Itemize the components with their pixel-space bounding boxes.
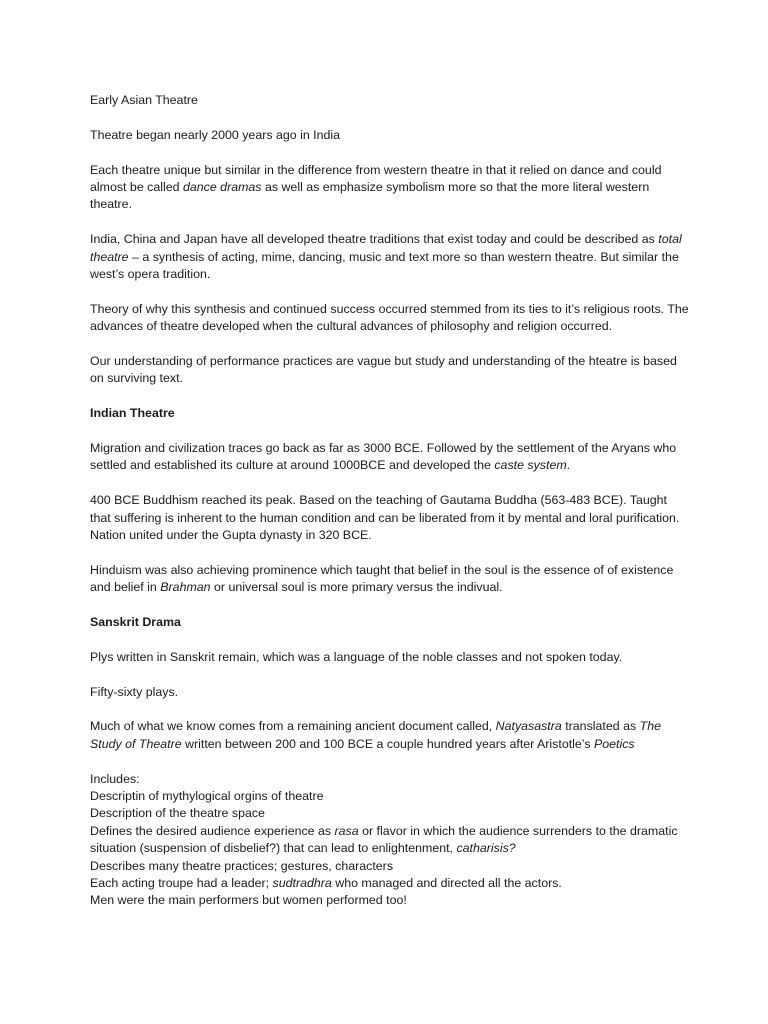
- list-item: Description of the theatre space: [90, 806, 265, 821]
- text-run: Migration and civilization traces go back as far as 3000 BCE. Followed by the settlement of the Aryans who settled and established its culture at around 1000BCE and developed the: [90, 441, 677, 473]
- text-run: written between 200 and 100 BCE a couple hundred years after Aristotle’s: [181, 736, 594, 751]
- document-title: Early Asian Theatre: [90, 93, 198, 107]
- paragraph-migration: [90, 440, 690, 475]
- italic-term: Natyasastra: [495, 719, 562, 734]
- text-run: translated as: [561, 719, 640, 734]
- text-run: – a synthesis of acting, mime, dancing, music and text more so than western theatre. But similar the west’s opera tradition.: [90, 249, 679, 282]
- section-heading-sanskrit-drama: Sanskrit Drama: [90, 615, 181, 630]
- text-run: or flavor in which the audience surrenders to the dramatic situation (suspension of disbelief?) that can lead to enlightenment,: [90, 823, 678, 856]
- text-run: or universal soul is more primary versus the indivual.: [210, 580, 503, 595]
- text-run: Each acting troupe had a leader;: [90, 876, 273, 891]
- text-run: as well as emphasize symbolism more so that the more literal western theatre.: [90, 180, 650, 212]
- document-body: [90, 92, 690, 910]
- text-run: Hinduism was also achieving prominence which taught that belief in the soul is the essence of of existence and belief in: [90, 562, 674, 595]
- italic-term: sudtradhra: [272, 876, 332, 891]
- paragraph-understanding: Our understanding of performance practices are vague but study and understanding of the hteatre is based on surviving text.: [90, 354, 677, 386]
- text-run: India, China and Japan have all developed theatre traditions that exist today and could be described as: [90, 232, 659, 247]
- paragraph-plays-sanskrit: Plys written in Sanskrit remain, which was a language of the noble classes and not spoken today.: [90, 649, 623, 664]
- paragraph-buddhism: 400 BCE Buddhism reached its peak. Based on the teaching of Gautama Buddha (563-483 BCE). Taught that suffering is inherent to the human condition and can be liberated from it by mental and loral purification. Nation united under the Gupta dynasty in 320 BCE.: [90, 493, 680, 543]
- paragraph-origin: Theatre began nearly 2000 years ago in India: [90, 127, 341, 142]
- section-heading-indian-theatre: Indian Theatre: [90, 406, 175, 421]
- list-item: Men were the main performers but women performed too!: [90, 893, 407, 908]
- italic-term: caste system: [494, 458, 567, 473]
- paragraph-total-theatre: [90, 231, 690, 283]
- paragraph-play-count: Fifty-sixty plays.: [90, 684, 179, 699]
- italic-term: total theatre: [90, 232, 682, 264]
- italic-term: rasa: [334, 823, 359, 838]
- paragraph-hinduism: [90, 562, 690, 597]
- text-run: who managed and directed all the actors.: [331, 876, 562, 891]
- paragraph-uniqueness: [90, 162, 690, 214]
- list-item: [90, 875, 690, 892]
- italic-term: Brahman: [160, 580, 211, 595]
- text-run: Defines the desired audience experience as: [90, 823, 335, 838]
- paragraph-natyasastra: [90, 718, 690, 753]
- paragraph-theory: Theory of why this synthesis and continued success occurred stemmed from its ties to it’s religious roots. The advances of theatre developed when the cultural advances of philosophy and religion occurred.: [90, 301, 689, 334]
- includes-label: Includes:: [90, 771, 140, 786]
- list-item: Describes many theatre practices; gestures, characters: [90, 858, 394, 873]
- text-run: Much of what we know comes from a remaining ancient document called,: [90, 719, 496, 734]
- italic-term: Poetics: [593, 736, 635, 751]
- italic-term: The Study of Theatre: [90, 719, 661, 751]
- text-run: .: [566, 458, 571, 473]
- list-item: Descriptin of mythylogical orgins of theatre: [90, 789, 324, 804]
- italic-term: dance dramas: [182, 180, 262, 194]
- text-run: Each theatre unique but similar in the difference from western theatre in that it relied on dance and could almost be called: [90, 162, 662, 194]
- list-item: [90, 823, 690, 858]
- italic-term: catharisis?: [456, 841, 516, 856]
